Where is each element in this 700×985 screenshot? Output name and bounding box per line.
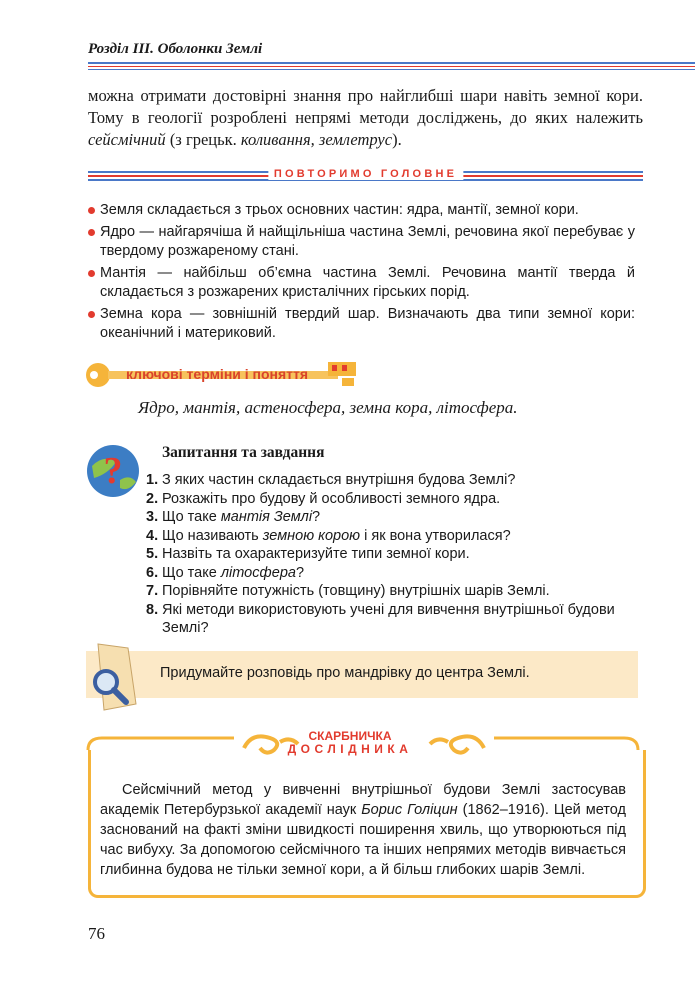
section-title: Оболонки Землі [157, 41, 263, 57]
running-header [88, 41, 262, 58]
key-terms-label: ключові терміни і поняття [126, 366, 309, 382]
svg-text:?: ? [103, 450, 123, 492]
section-number: Розділ ІІІ. [88, 41, 154, 57]
list-item: 3. Що таке мантія Землі? [146, 509, 321, 525]
person-name: Борис Голіцин [361, 802, 458, 818]
treasury-title: СКАРБНИЧКА [308, 729, 392, 743]
page-number: 76 [88, 924, 105, 943]
bullet-icon [88, 207, 95, 214]
summary-list [100, 201, 635, 346]
summary-heading: ПОВТОРИМО ГОЛОВНЕ [268, 168, 463, 180]
questions-title: Запитання та завдання [162, 444, 325, 461]
list-item: 1. З яких частин складається внутрішня будова Землі? [146, 472, 516, 488]
list-item: 8. Які методи використовують учені для вивчення внутрішньої будови Землі? [146, 601, 615, 636]
header-rule [88, 62, 695, 72]
key-terms-banner [80, 360, 370, 390]
list-item: 2. Розкажіть про будову й особливості земного ядра. [146, 490, 501, 507]
treasury-text: Сейсмічний метод у вивченні внутрішньої будови Землі застосував академік Петербурзької академії наук Борис Голіцин (1862–1916). Цей метод заснований на факті зміни швидкості поширення хвиль, що утворюються під час вибуху. За допомогою сейсмічного та інших непрямих методів вивчається глибинна будова не тільки земної кори, а й більш глибоких шарів Землі. [100, 782, 626, 878]
intro-paragraph: можна отримати достовірні знання про найглибші шари навіть земної кори. Тому в геології розроблені непрямі методи досліджень, до яких належить сейсмічний (з грецьк. коливання, землетрус). [88, 86, 643, 149]
list-item: Земля складається з трьох основних частин: ядра, мантії, земної кори. [100, 201, 635, 221]
bullet-icon [88, 311, 95, 318]
list-item: 6. Що таке літосфера? [146, 564, 305, 581]
list-item: 5. Назвіть та охарактеризуйте типи земної кори. [146, 546, 470, 562]
key-terms-text: Ядро, мантія, астеносфера, земна кора, літосфера. [138, 398, 518, 417]
treasury-subtitle: ДОСЛІДНИКА [287, 742, 413, 756]
list-item: Ядро — найгарячіша й найщільніша частина Землі, речовина якої перебуває у твердому розжареному стані. [100, 223, 635, 262]
magnifier-icon [84, 640, 144, 714]
summary-banner [88, 168, 643, 184]
task-text: Придумайте розповідь про мандрівку до центра Землі. [160, 665, 530, 681]
bullet-icon [88, 229, 95, 236]
bullet-icon [88, 270, 95, 277]
list-item: Мантія — найбільш об’ємна частина Землі. Речовина мантії тверда й складається з розжарених кристалічних гірських порід. [100, 264, 635, 303]
term-seismic: сейсмічний [88, 130, 166, 149]
question-icon [86, 444, 140, 498]
list-item: 7. Порівняйте потужність (товщину) внутрішніх шарів Землі. [146, 583, 550, 599]
list-item: 4. Що називають земною корою і як вона утворилася? [146, 527, 511, 544]
list-item: Земна кора — зовнішній твердий шар. Визначають два типи земної кори: океанічний і материковий. [100, 305, 635, 344]
questions-list [146, 471, 646, 638]
